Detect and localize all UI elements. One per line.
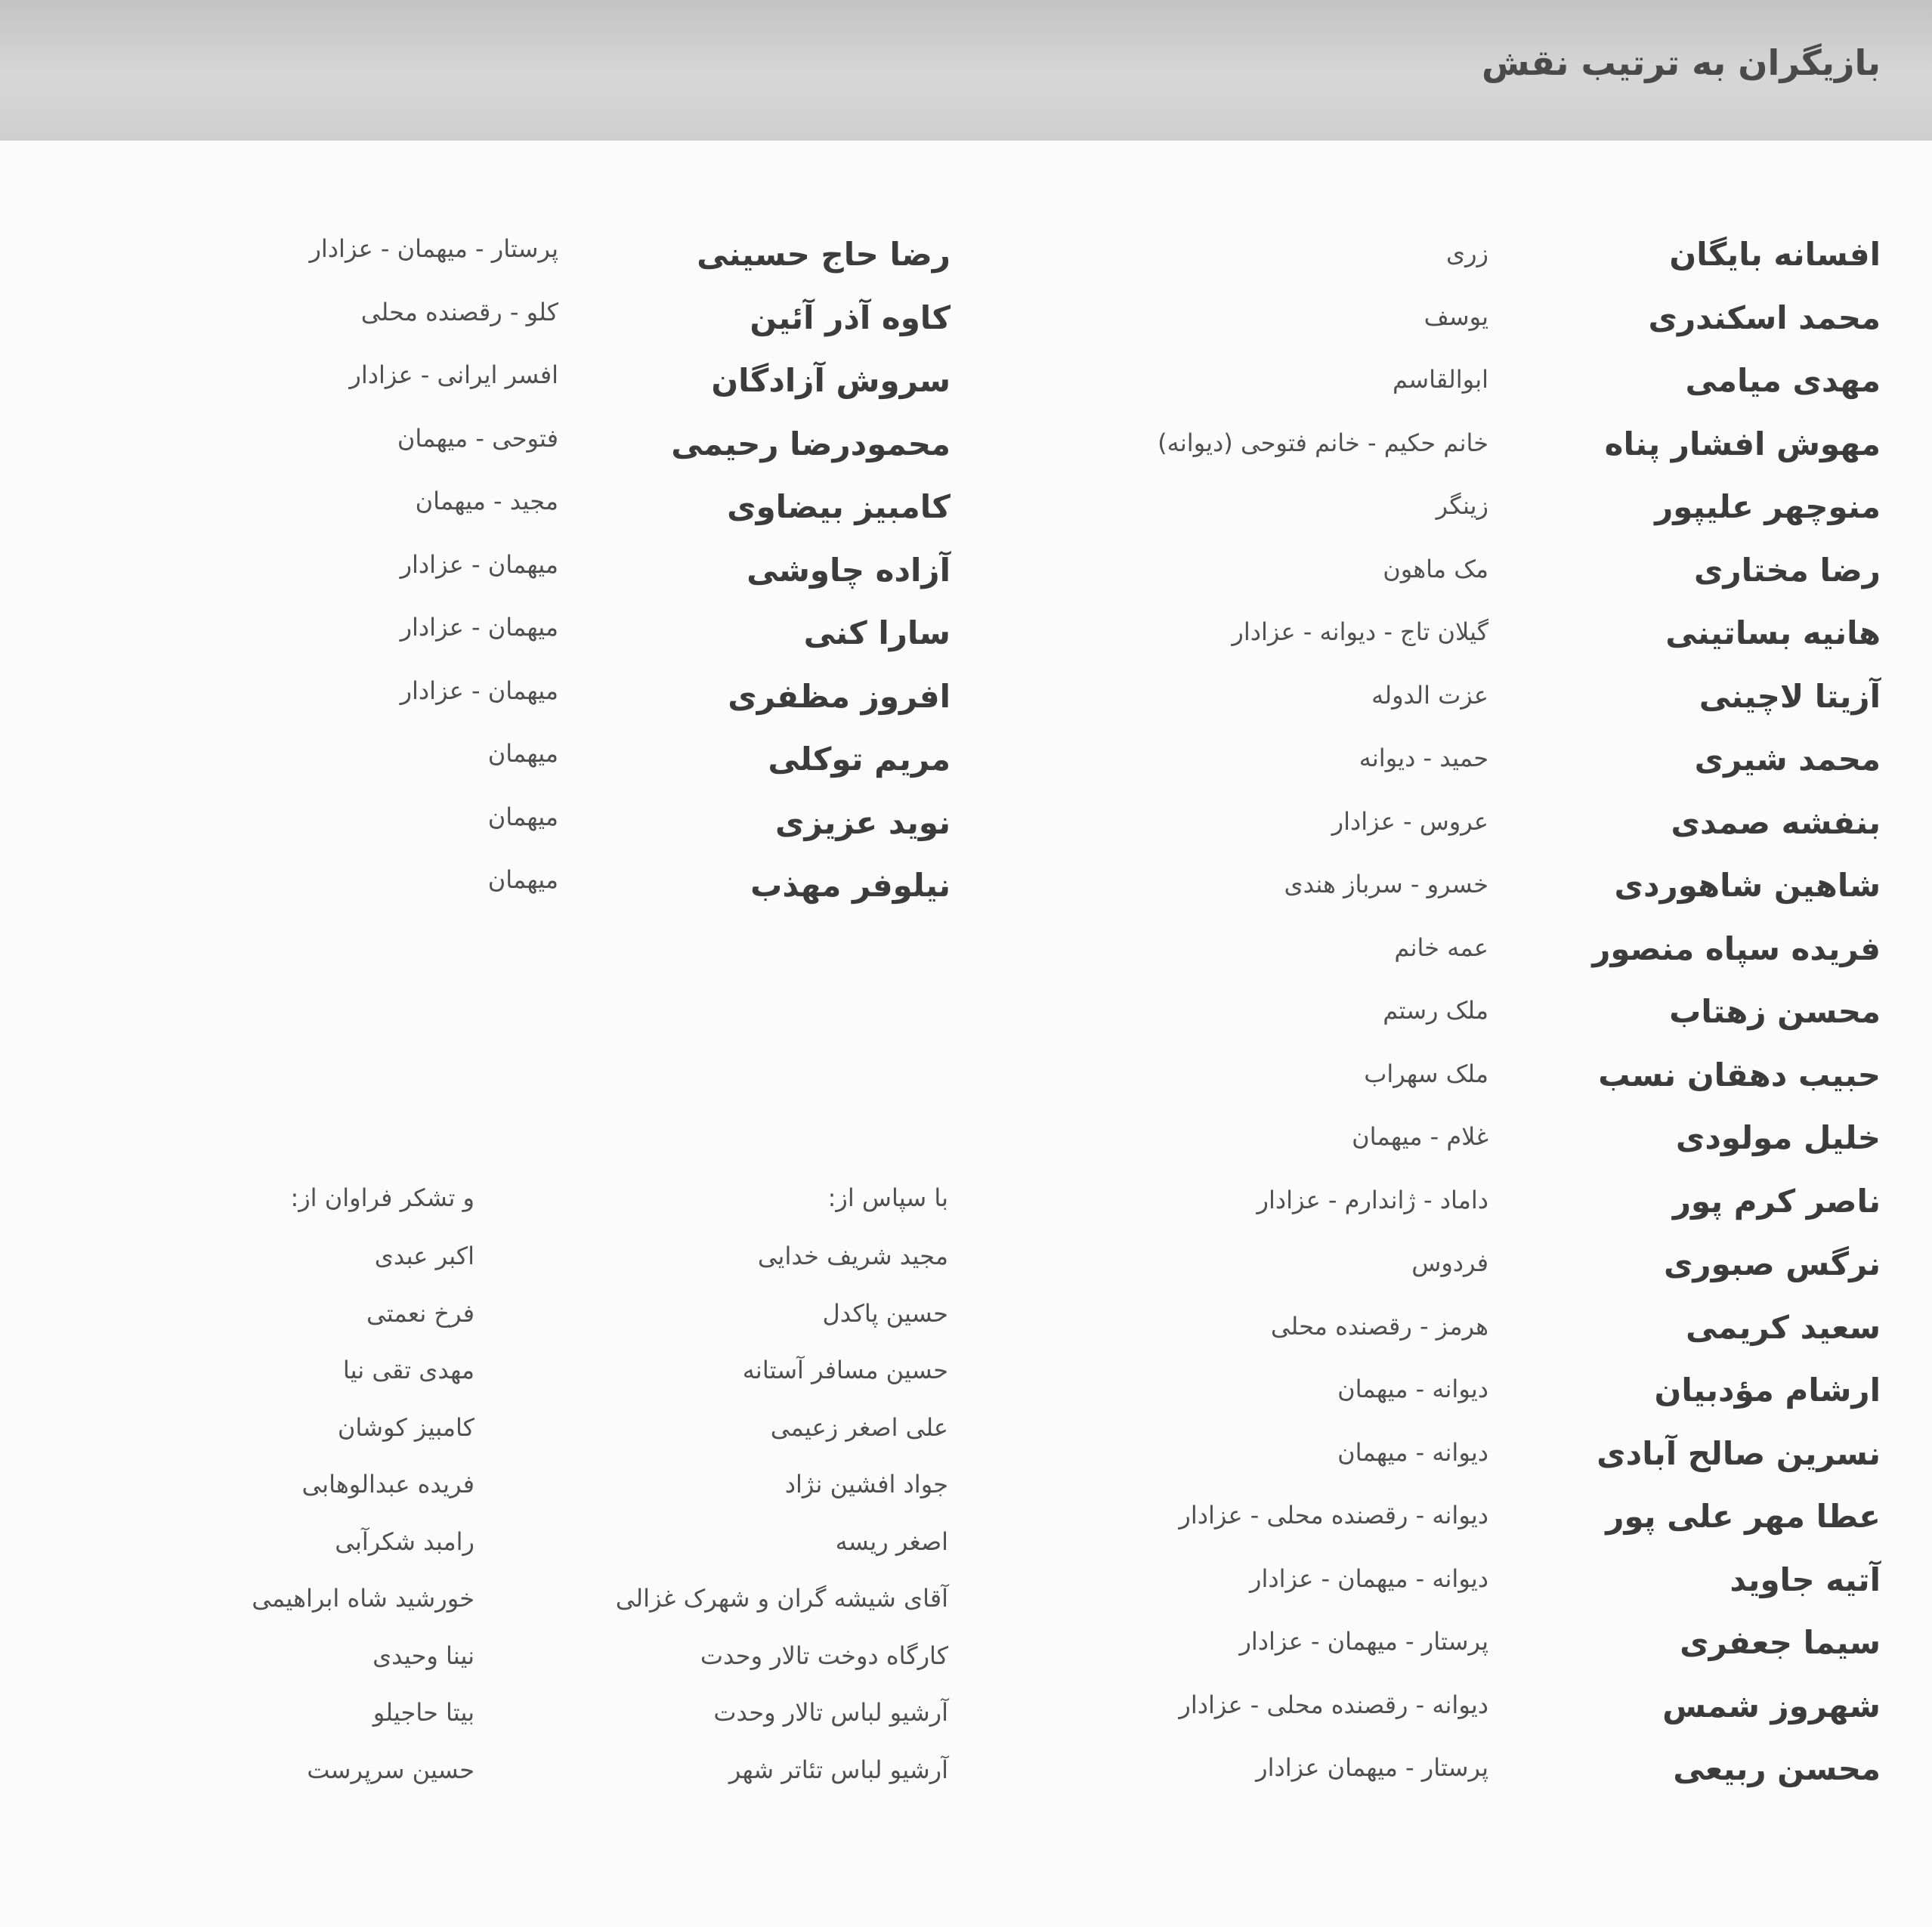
cast-name: سارا کنی — [803, 614, 951, 651]
thanks-item: حسین مسافر آستانه — [742, 1356, 948, 1384]
cast-name: بنفشه صمدی — [1671, 803, 1881, 841]
thanks-item: حسین پاکدل — [822, 1298, 948, 1328]
cast-name: فریده سپاه منصور — [1592, 929, 1881, 967]
cast-name: شاهین شاهوردی — [1614, 867, 1881, 904]
gratitude-item: کامبیز کوشان — [337, 1412, 474, 1442]
cast-name: محسن ربیعی — [1673, 1750, 1881, 1787]
cast-name: محسن زهتاب — [1669, 993, 1881, 1030]
cast-name: خلیل مولودی — [1675, 1119, 1881, 1156]
cast-role: دیوانه - رقصنده محلی - عزادار — [1179, 1501, 1488, 1530]
cast-role: پرستار - میهمان - عزادار — [1239, 1627, 1488, 1656]
cast-name: کامبیز بیضاوی — [727, 488, 951, 525]
gratitude-item: مهدی تقی نیا — [342, 1356, 474, 1384]
cast-name: آزیتا لاچینی — [1699, 677, 1881, 715]
thanks-list — [495, 0, 948, 1927]
cast-role: ملک سهراب — [1364, 1059, 1488, 1088]
cast-name: سعید کریمی — [1685, 1308, 1881, 1346]
cast-role: خانم حکیم - خانم فتوحی (دیوانه) — [1158, 428, 1488, 457]
cast-name: افروز مظفری — [728, 677, 951, 715]
cast-role: عروس - عزادار — [1331, 806, 1488, 836]
cast-role: افسر ایرانی - عزادار — [349, 360, 558, 389]
thanks-heading: با سپاس از: — [827, 1183, 948, 1212]
cast-name: رضا مختاری — [1693, 551, 1881, 589]
thanks-item: علی اصغر زعیمی — [770, 1412, 948, 1442]
cast-name: نوید عزیزی — [775, 803, 951, 841]
cast-role: فردوس — [1411, 1248, 1488, 1277]
page-title: بازیگران به ترتیب نقش — [1482, 42, 1881, 83]
cast-role: میهمان - عزادار — [400, 613, 558, 642]
cast-role: زری — [1446, 239, 1488, 268]
cast-name: محمودرضا رحیمی — [671, 425, 951, 462]
cast-role: میهمان — [487, 865, 558, 894]
cast-name: مریم توکلی — [768, 741, 951, 778]
cast-name: عطا مهر علی پور — [1606, 1498, 1881, 1535]
gratitude-item: رامبد شکرآبی — [335, 1526, 474, 1556]
gratitude-item: حسین سرپرست — [307, 1755, 474, 1784]
cast-role: میهمان — [487, 802, 558, 831]
cast-role: پرستار - میهمان - عزادار — [309, 234, 558, 263]
thanks-item: آرشیو لباس تالار وحدت — [713, 1698, 948, 1727]
thanks-item: آقای شیشه گران و شهرک غزالی — [615, 1584, 948, 1613]
cast-name: محمد شیری — [1694, 741, 1881, 778]
cast-role: یوسف — [1423, 302, 1488, 331]
cast-name: مهوش افشار پناه — [1604, 425, 1881, 462]
cast-name: حبیب دهقان نسب — [1598, 1056, 1881, 1093]
gratitude-item: بیتا حاجیلو — [372, 1698, 474, 1727]
cast-role: دیوانه - میهمان — [1337, 1375, 1488, 1403]
cast-name: نرگس صبوری — [1663, 1245, 1881, 1282]
cast-name: کاوه آذر آئین — [750, 298, 951, 336]
gratitude-item: فریده عبدالوهابی — [301, 1470, 474, 1499]
cast-role: میهمان — [487, 739, 558, 768]
cast-role: دیوانه - رقصنده محلی - عزادار — [1179, 1690, 1488, 1719]
thanks-item: کارگاه دوخت تالار وحدت — [700, 1641, 948, 1670]
gratitude-item: اکبر عبدی — [374, 1242, 474, 1270]
cast-role: هرمز - رقصنده محلی — [1270, 1311, 1488, 1341]
cast-role: داماد - ژاندارم - عزادار — [1257, 1185, 1488, 1214]
thanks-item: مجید شریف خدایی — [757, 1242, 948, 1270]
cast-name: سروش آزادگان — [711, 362, 951, 399]
gratitude-item: نینا وحیدی — [372, 1641, 474, 1670]
cast-role: مجید - میهمان — [415, 487, 558, 515]
cast-role: فتوحی - میهمان — [397, 423, 558, 453]
thanks-item: جواد افشین نژاد — [784, 1470, 948, 1499]
cast-role: میهمان - عزادار — [400, 549, 558, 579]
gratitude-item: خورشید شاه ابراهیمی — [252, 1584, 474, 1613]
cast-role: گیلان تاج - دیوانه - عزادار — [1232, 617, 1488, 646]
cast-role: خسرو - سرباز هندی — [1284, 870, 1488, 899]
cast-name: شهروز شمس — [1662, 1687, 1881, 1724]
cast-role: میهمان - عزادار — [400, 676, 558, 705]
cast-role: دیوانه - میهمان - عزادار — [1250, 1564, 1488, 1593]
gratitude-list — [21, 0, 474, 1927]
cast-name: نسرین صالح آبادی — [1597, 1434, 1881, 1472]
cast-name: آزاده چاوشی — [747, 551, 951, 589]
cast-role: ابوالقاسم — [1392, 365, 1488, 394]
cast-role: مک ماهون — [1383, 554, 1488, 583]
cast-name: ارشام مؤدبیان — [1654, 1372, 1881, 1409]
gratitude-item: فرخ نعمتی — [366, 1298, 474, 1328]
cast-role: عمه خانم — [1394, 933, 1488, 962]
cast-role: عزت الدوله — [1371, 680, 1488, 710]
cast-name: هانیه بساتینی — [1665, 614, 1881, 651]
cast-name: سیما جعفری — [1680, 1624, 1881, 1661]
cast-right-roles — [960, 0, 1488, 1927]
cast-role: حمید - دیوانه — [1359, 744, 1488, 772]
cast-name: محمد اسکندری — [1648, 298, 1881, 336]
cast-name: آتیه جاوید — [1730, 1560, 1881, 1598]
cast-role: زینگر — [1436, 491, 1488, 520]
gratitude-heading: و تشکر فراوان از: — [290, 1183, 474, 1212]
cast-name: ناصر کرم پور — [1672, 1182, 1881, 1220]
cast-name: رضا حاج حسینی — [697, 236, 951, 273]
cast-role: پرستار - میهمان عزادار — [1256, 1753, 1488, 1782]
cast-name: افسانه بایگان — [1669, 236, 1881, 273]
cast-role: ملک رستم — [1383, 996, 1488, 1025]
cast-name: منوچهر علیپور — [1655, 488, 1881, 525]
cast-role: کلو - رقصنده محلی — [360, 297, 558, 326]
cast-role: دیوانه - میهمان — [1337, 1437, 1488, 1467]
thanks-item: آرشیو لباس تئاتر شهر — [728, 1755, 948, 1784]
cast-name: مهدی میامی — [1685, 362, 1881, 399]
cast-role: غلام - میهمان — [1352, 1122, 1488, 1151]
cast-name: نیلوفر مهذب — [750, 867, 951, 904]
thanks-item: اصغر ریسه — [835, 1526, 948, 1556]
